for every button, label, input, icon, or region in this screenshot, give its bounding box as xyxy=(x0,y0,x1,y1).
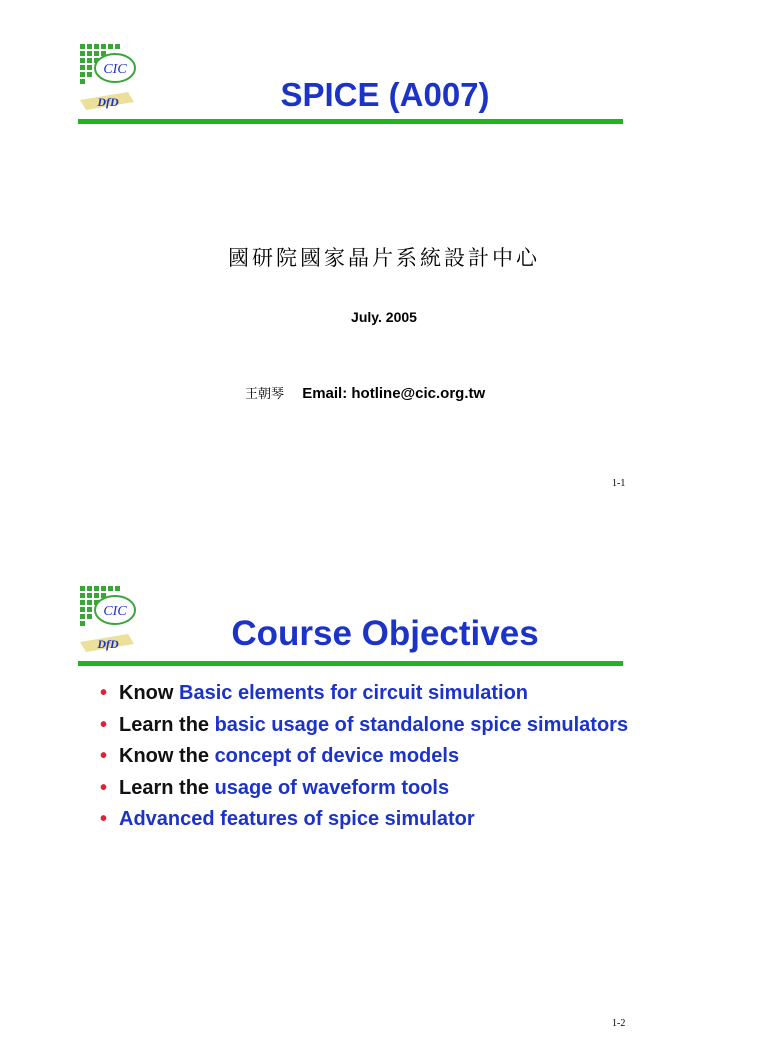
list-item: • Learn the usage of waveform tools xyxy=(100,776,450,799)
list-item: • Know the concept of device models xyxy=(100,745,460,767)
list-item: • Advanced features of spice simulator xyxy=(100,808,475,830)
cic-logo-icon xyxy=(78,42,136,114)
list-item: • Know Basic elements for circuit simulation xyxy=(100,682,529,704)
bullet-icon: • xyxy=(100,776,108,799)
svg-text:CIC: CIC xyxy=(103,604,127,619)
objectives-list xyxy=(100,678,628,836)
contact-line xyxy=(245,383,485,402)
bullet-icon: • xyxy=(100,713,108,736)
svg-text:DfD: DfD xyxy=(97,637,119,651)
slide-2 xyxy=(0,540,768,1052)
page-title: SPICE (A007) xyxy=(280,76,490,113)
bullet-icon: • xyxy=(100,808,108,830)
section-title: Course Objectives xyxy=(231,614,539,653)
svg-text:DfD: DfD xyxy=(97,95,119,109)
svg-text:CIC: CIC xyxy=(103,62,127,77)
email-text: Email: hotline@cic.org.tw xyxy=(302,385,486,402)
organization-name: 國研院國家晶片系統設計中心 xyxy=(228,246,540,270)
bullet-icon: • xyxy=(100,745,108,767)
title-rule xyxy=(78,661,623,666)
page-number: 1-2 xyxy=(612,1018,626,1029)
list-item: • Learn the basic usage of standalone spice simulators xyxy=(100,713,629,736)
slide-1 xyxy=(0,0,768,512)
presenter-name: 王朝琴 xyxy=(245,387,285,402)
bullet-icon: • xyxy=(100,682,108,704)
title-rule xyxy=(78,119,623,124)
date-text: July. 2005 xyxy=(351,309,417,325)
page-number: 1-1 xyxy=(612,478,626,489)
